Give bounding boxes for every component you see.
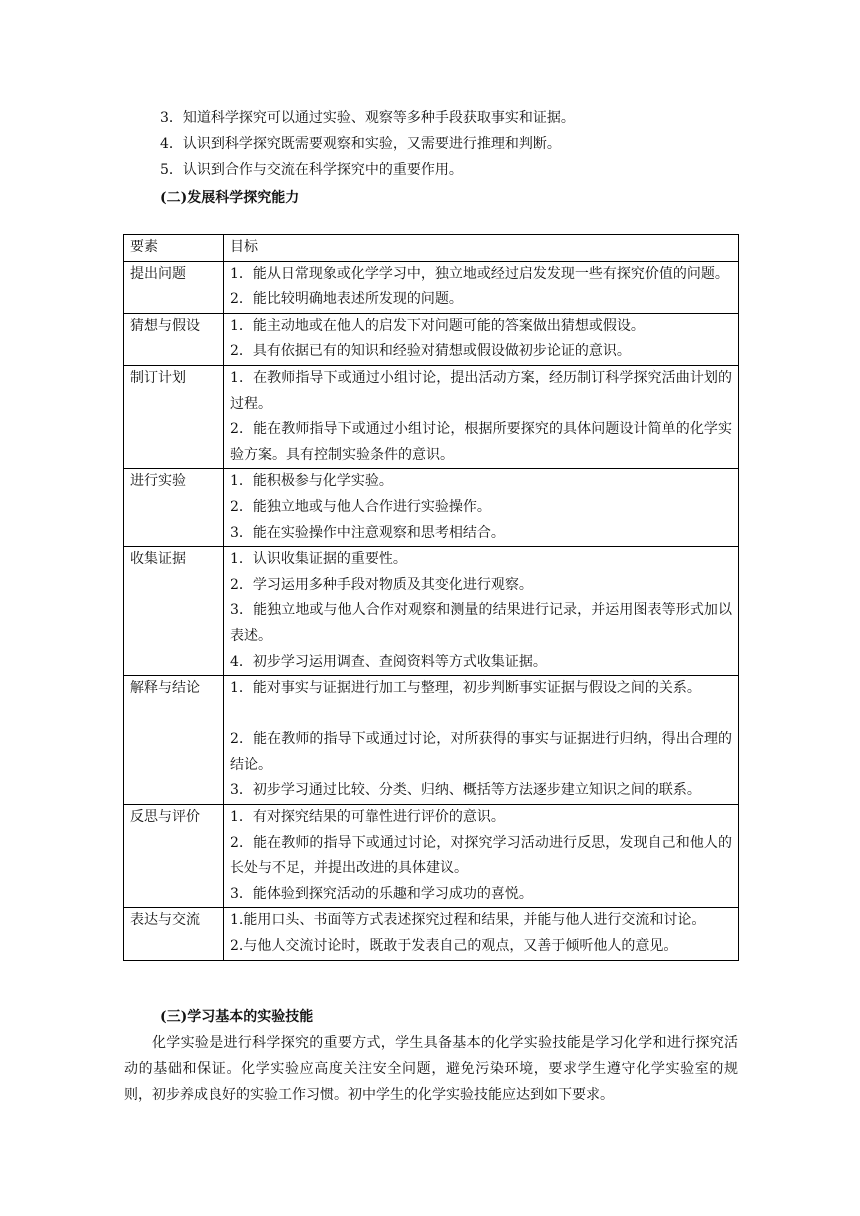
- goal-cell: [224, 313, 739, 365]
- goal-cell: [224, 908, 739, 960]
- goal-item: 3．能体验到探究活动的乐趣和学习成功的喜悦。: [230, 885, 533, 902]
- goal-cell: [224, 676, 739, 805]
- body-paragraph: [124, 1030, 738, 1108]
- goal-cell: [224, 365, 739, 468]
- section-heading: (二)发展科学探究能力: [160, 190, 300, 206]
- goal-item: 2.与他人交流讨论时，既敢于发表自己的观点，又善于倾听他人的意见。: [230, 938, 678, 955]
- table-row: [124, 908, 739, 960]
- table-row: [124, 313, 739, 365]
- section-heading: (三)学习基本的实验技能: [160, 1009, 314, 1025]
- goal-item: 1．能主动地或在他人的启发下对问题可能的答案做出猜想或假设。: [230, 317, 645, 334]
- element-cell: 反思与评价: [124, 805, 224, 908]
- element-cell: 收集证据: [124, 547, 224, 676]
- table-header-row: [124, 235, 739, 262]
- element-cell: 表达与交流: [124, 908, 224, 960]
- goal-item: 2．学习运用多种手段对物质及其变化进行观察。: [230, 576, 533, 593]
- goal-item: 1．能对事实与证据进行加工与整理，初步判断事实证据与假设之间的关系。: [230, 680, 701, 697]
- goal-item: 3．能独立地或与他人合作对观察和测量的结果进行记录，并运用图表等形式加以表述。: [230, 602, 732, 644]
- goal-item: 2．能在教师指导下或通过小组讨论，根据所要探究的具体问题设计简单的化学实验方案。具有控制实验条件的意识。: [230, 421, 732, 463]
- table-row: [124, 365, 739, 468]
- intro-item: 5．认识到合作与交流在科学探究中的重要作用。: [160, 162, 463, 178]
- table-row: [124, 676, 739, 805]
- goal-item: 2．具有依据已有的知识和经验对猜想或假设做初步论证的意识。: [230, 343, 631, 360]
- column-header-goal: 目标: [224, 235, 739, 262]
- goal-item: 3．初步学习通过比较、分类、归纳、概括等方法逐步建立知识之间的联系。: [230, 782, 701, 799]
- goal-item: 1．认识收集证据的重要性。: [230, 551, 407, 568]
- inquiry-ability-table: [123, 234, 739, 961]
- intro-item: 4．认识到科学探究既需要观察和实验，又需要进行推理和判断。: [160, 136, 561, 152]
- goal-item: 2．能在教师的指导下或通过讨论，对所获得的事实与证据进行归纳，得出合理的结论。: [230, 731, 732, 773]
- element-cell: 猜想与假设: [124, 313, 224, 365]
- goal-cell: [224, 261, 739, 313]
- element-cell: 制订计划: [124, 365, 224, 468]
- element-cell: 解释与结论: [124, 676, 224, 805]
- goal-item: 4．初步学习运用调查、查阅资料等方式收集证据。: [230, 653, 547, 670]
- goal-item: 3．能在实验操作中注意观察和思考相结合。: [230, 524, 505, 541]
- table-row: [124, 469, 739, 547]
- goal-item: 2．能独立地或与他人合作进行实验操作。: [230, 498, 491, 515]
- goal-cell: [224, 469, 739, 547]
- intro-list: [160, 105, 575, 183]
- element-cell: 进行实验: [124, 469, 224, 547]
- column-header-element: 要素: [124, 235, 224, 262]
- goal-item: 1．在教师指导下或通过小组讨论，提出活动方案，经历制订科学探究活曲计划的过程。: [230, 369, 732, 412]
- intro-item: 3．知道科学探究可以通过实验、观察等多种手段获取事实和证据。: [160, 110, 575, 126]
- goal-item: [230, 702, 732, 728]
- goal-item: 2．能在教师的指导下或通过讨论，对探究学习活动进行反思，发现自己和他人的长处与不足，并提出改进的具体建议。: [230, 834, 732, 877]
- table-row: [124, 805, 739, 908]
- goal-cell: [224, 547, 739, 676]
- goal-cell: [224, 805, 739, 908]
- goal-item: 1.能用口头、书面等方式表述探究过程和结果，并能与他人进行交流和讨论。: [230, 912, 706, 929]
- table-row: [124, 261, 739, 313]
- goal-item: 2．能比较明确地表述所发现的问题。: [230, 291, 463, 308]
- goal-item: 1．能从日常现象或化学学习中，独立地或经过启发发现一些有探究价值的问题。: [230, 265, 729, 282]
- goal-item: 1．能积极参与化学实验。: [230, 473, 393, 490]
- element-cell: 提出问题: [124, 261, 224, 313]
- goal-item: 1．有对探究结果的可靠性进行评价的意识。: [230, 809, 505, 826]
- paragraph-text: 化学实验是进行科学探究的重要方式，学生具备基本的化学实验技能是学习化学和进行探究活动的基础和保证。化学实验应高度关注安全问题，避免污染环境，要求学生遵守化学实验室的规则，初步养成良好的实验工作习惯。初中学生的化学实验技能应达到如下要求。: [124, 1035, 738, 1103]
- table-row: [124, 547, 739, 676]
